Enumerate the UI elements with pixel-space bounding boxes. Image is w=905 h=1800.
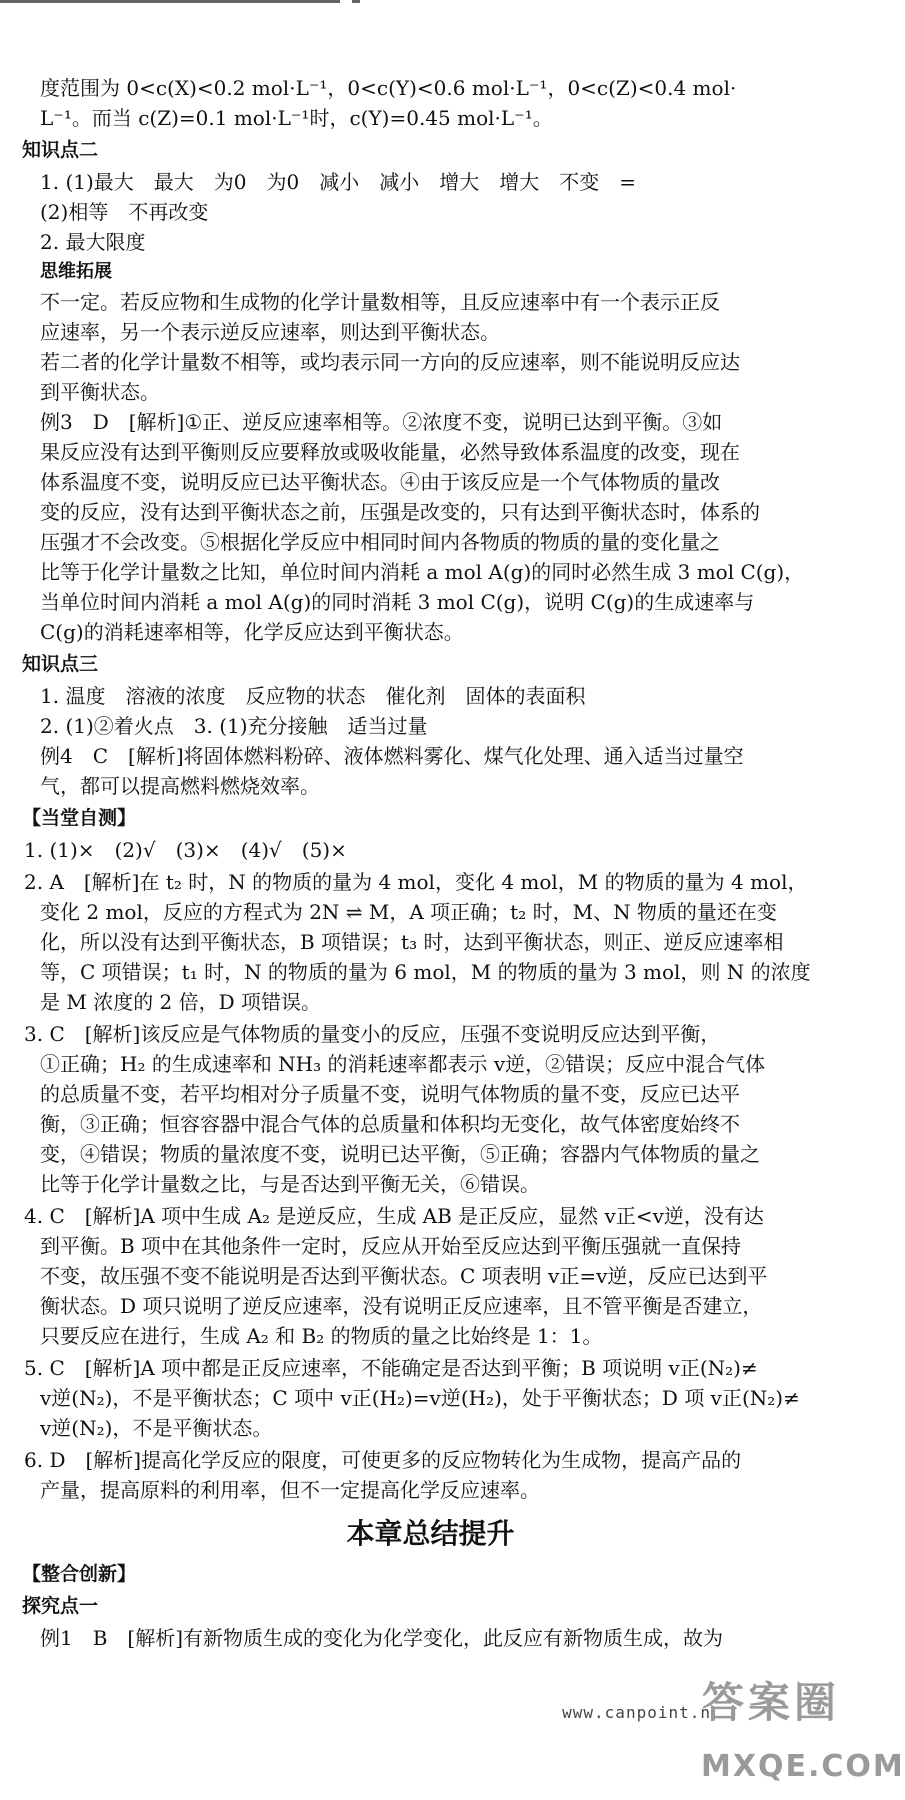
- text-line: 的总质量不变，若平均相对分子质量不变，说明气体物质的量不变，反应已达平: [40, 1082, 740, 1106]
- watermark-logo: [701, 1672, 905, 1792]
- text-line: 气，都可以提高燃料燃烧效率。: [40, 774, 320, 798]
- text-line: (2)相等 不再改变: [40, 200, 209, 224]
- text-line: 2. A [解析]在 t₂ 时，N 的物质的量为 4 mol，变化 4 mol，M 的物质的量为 4 mol，: [24, 870, 808, 894]
- section-heading: 【整合创新】: [22, 1563, 137, 1585]
- text-line: 变的反应，没有达到平衡状态之前，压强是改变的，只有达到平衡状态时，体系的: [40, 500, 760, 524]
- text-line: C(g)的消耗速率相等，化学反应达到平衡状态。: [40, 620, 464, 644]
- text-line: 衡状态。D 项只说明了逆反应速率，没有说明正反应速率，且不管平衡是否建立，: [40, 1294, 763, 1318]
- text-line: v逆(N₂)，不是平衡状态。: [40, 1416, 273, 1440]
- text-line: 例4 C [解析]将固体燃料粉碎、液体燃料雾化、煤气化处理、通入适当过量空: [40, 744, 744, 768]
- section-heading: 【当堂自测】: [22, 807, 137, 829]
- text-line: 是 M 浓度的 2 倍，D 项错误。: [40, 990, 322, 1014]
- watermark-top-text: 答案圈: [701, 1678, 840, 1727]
- text-line: 2. (1)②着火点 3. (1)充分接触 适当过量: [40, 714, 428, 738]
- text-line: L⁻¹。而当 c(Z)=0.1 mol·L⁻¹时，c(Y)=0.45 mol·L⁻¹。: [40, 106, 553, 130]
- text-line: 例3 D [解析]①正、逆反应速率相等。②浓度不变，说明已达到平衡。③如: [40, 410, 723, 434]
- text-line: 5. C [解析]A 项中都是正反应速率，不能确定是否达到平衡；B 项说明 v正(N₂)≠: [24, 1356, 758, 1380]
- text-line: 1. (1)最大 最大 为0 为0 减小 减小 增大 增大 不变 =: [40, 170, 636, 194]
- text-line: 变，④错误；物质的量浓度不变，说明已达平衡，⑤正确；容器内气体物质的量之: [40, 1142, 760, 1166]
- text-line: 果反应没有达到平衡则反应要释放或吸收能量，必然导致体系温度的改变，现在: [40, 440, 740, 464]
- text-line: v逆(N₂)，不是平衡状态；C 项中 v正(H₂)=v逆(H₂)，处于平衡状态；D 项 v正(N₂)≠: [40, 1386, 800, 1410]
- text-line: 4. C [解析]A 项中生成 A₂ 是逆反应，生成 AB 是正反应，显然 v正<v逆，没有达: [24, 1204, 764, 1228]
- text-line: 若二者的化学计量数不相等，或均表示同一方向的反应速率，则不能说明反应达: [40, 350, 740, 374]
- text-line: 应速率，另一个表示逆反应速率，则达到平衡状态。: [40, 320, 500, 344]
- footer-url: www.canpoint.n: [562, 1703, 711, 1722]
- text-line: 6. D [解析]提高化学反应的限度，可使更多的反应物转化为生成物，提高产品的: [24, 1448, 742, 1472]
- text-line: 到平衡状态。: [40, 380, 160, 404]
- text-line: 例1 B [解析]有新物质生成的变化为化学变化，此反应有新物质生成，故为: [40, 1626, 724, 1650]
- text-line: 不一定。若反应物和生成物的化学计量数相等，且反应速率中有一个表示正反: [40, 290, 720, 314]
- text-line: 体系温度不变，说明反应已达平衡状态。④由于该反应是一个气体物质的量改: [40, 470, 720, 494]
- text-line: 产量，提高原料的利用率，但不一定提高化学反应速率。: [40, 1478, 540, 1502]
- text-line: 衡，③正确；恒容容器中混合气体的总质量和体积均无变化，故气体密度始终不: [40, 1112, 740, 1136]
- text-line: 3. C [解析]该反应是气体物质的量变小的反应，压强不变说明反应达到平衡，: [24, 1022, 721, 1046]
- text-line: 比等于化学计量数之比，与是否达到平衡无关，⑥错误。: [40, 1172, 540, 1196]
- text-line: 当单位时间内消耗 a mol A(g)的同时消耗 3 mol C(g)，说明 C(g)的生成速率与: [40, 590, 755, 614]
- text-line: 变化 2 mol，反应的方程式为 2N ⇌ M，A 项正确；t₂ 时，M、N 物质的量还在变: [40, 900, 777, 924]
- text-line: 化，所以没有达到平衡状态，B 项错误；t₃ 时，达到平衡状态，则正、逆反应速率相: [40, 930, 784, 954]
- chapter-title: 本章总结提升: [346, 1517, 515, 1550]
- watermark-bottom-text: MXQE.COM: [701, 1749, 905, 1784]
- text-line: 2. 最大限度: [40, 230, 146, 254]
- top-rule: [0, 0, 861, 6]
- subsection-heading: 思维拓展: [40, 261, 112, 282]
- section-heading: 知识点三: [22, 653, 99, 675]
- text-line: 只要反应在进行，生成 A₂ 和 B₂ 的物质的量之比始终是 1：1。: [40, 1324, 603, 1348]
- text-line: 度范围为 0<c(X)<0.2 mol·L⁻¹，0<c(Y)<0.6 mol·L⁻¹，0<c(Z)<0.4 mol·: [40, 76, 737, 100]
- text-line: ①正确；H₂ 的生成速率和 NH₃ 的消耗速率都表示 v逆，②错误；反应中混合气体: [40, 1052, 766, 1076]
- text-line: 1. 温度 溶液的浓度 反应物的状态 催化剂 固体的表面积: [40, 684, 586, 708]
- text-line: 1. (1)× (2)√ (3)× (4)√ (5)×: [24, 838, 347, 862]
- text-line: 压强才不会改变。⑤根据化学反应中相同时间内各物质的物质的量的变化量之: [40, 530, 720, 554]
- section-heading: 探究点一: [22, 1595, 99, 1617]
- section-heading: 知识点二: [22, 139, 99, 161]
- text-line: 比等于化学计量数之比知，单位时间内消耗 a mol A(g)的同时必然生成 3 mol C(g)，: [40, 560, 805, 584]
- text-line: 到平衡。B 项中在其他条件一定时，反应从开始至反应达到平衡压强就一直保持: [40, 1234, 742, 1258]
- text-line: 不变，故压强不变不能说明是否达到平衡状态。C 项表明 v正=v逆，反应已达到平: [40, 1264, 768, 1288]
- text-line: 等，C 项错误；t₁ 时，N 的物质的量为 6 mol，M 的物质的量为 3 mol，则 N 的浓度: [40, 960, 811, 984]
